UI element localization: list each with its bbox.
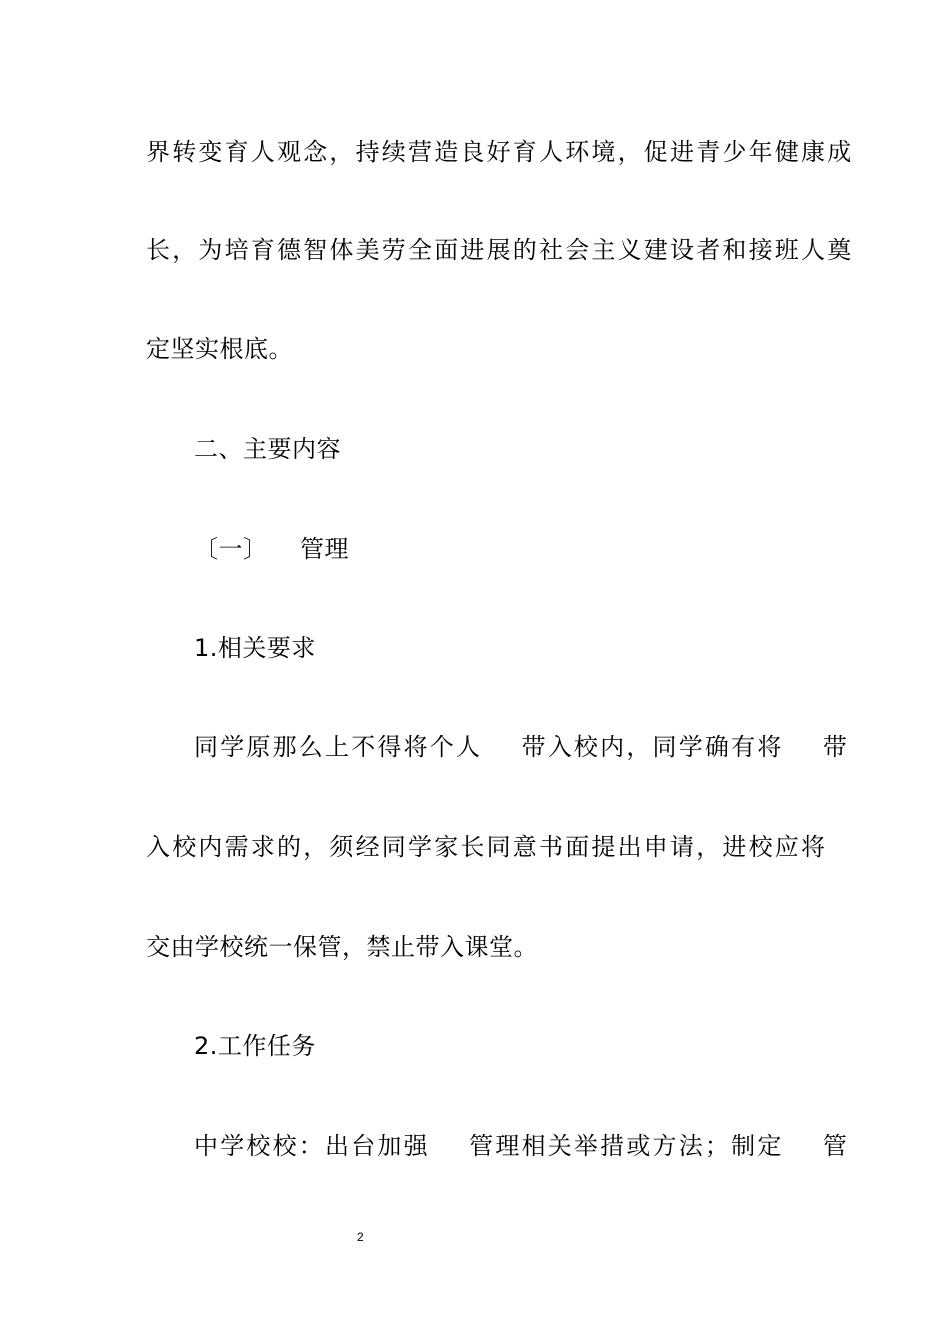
paragraph-line-5: 入校内需求的，须经同学家长同意书面提出申请，进校应将 [146, 833, 828, 861]
paragraph-line-7: 中学校校：出台加强 管理相关举措或方法；制定 管 [194, 1132, 850, 1160]
item-heading-2: 2.工作任务 [194, 1032, 316, 1060]
item-heading-1: 1.相关要求 [194, 634, 316, 662]
subsection-heading: 〔一〕 管理 [194, 535, 350, 563]
page-number: 2 [357, 1230, 364, 1244]
paragraph-line-6: 交由学校统一保管，禁止带入课堂。 [146, 933, 538, 961]
paragraph-line-2: 长，为培育德智体美劳全面进展的社会主义建设者和接班人奠 [146, 236, 854, 264]
paragraph-line-1: 界转变育人观念，持续营造良好育人环境，促进青少年健康成 [146, 138, 854, 166]
paragraph-line-3: 定坚实根底。 [146, 335, 293, 363]
paragraph-line-4: 同学原那么上不得将个人 带入校内，同学确有将 带 [194, 733, 850, 761]
section-heading: 二、主要内容 [194, 435, 341, 463]
